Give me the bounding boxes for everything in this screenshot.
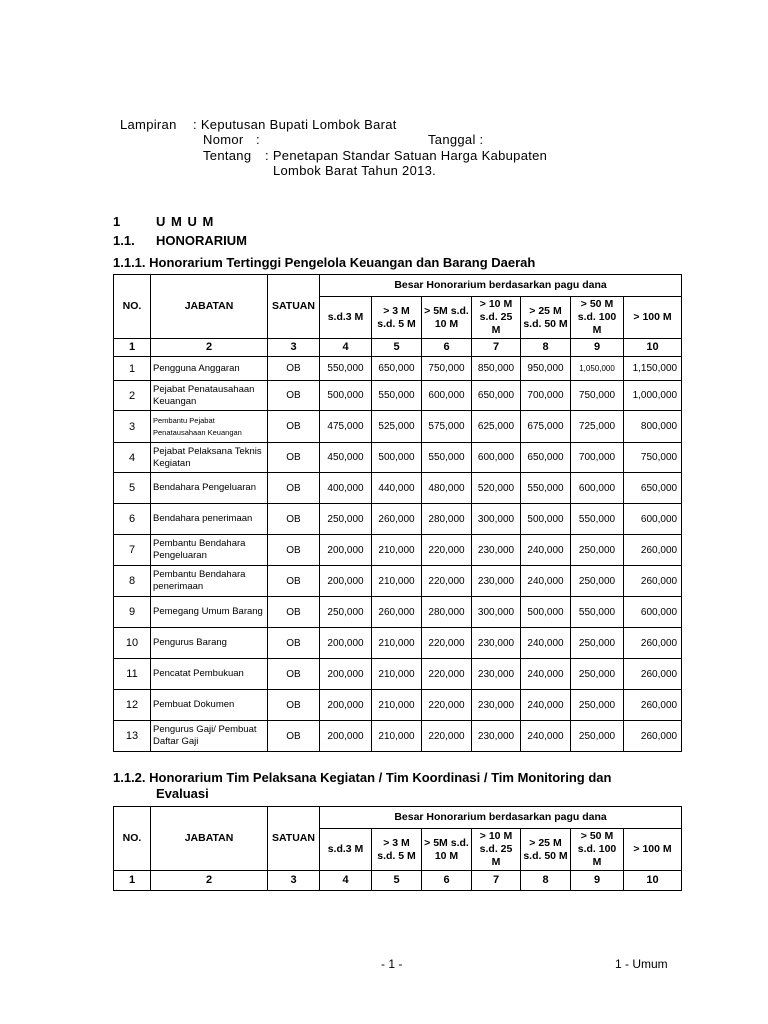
row-number: 8 [114, 566, 151, 597]
row-number: 6 [114, 504, 151, 535]
row-value: 475,000 [320, 411, 372, 443]
row-value: 450,000 [320, 443, 372, 473]
table-row [114, 566, 682, 597]
row-value: 200,000 [320, 535, 372, 566]
header-col-3-5m: > 3 M s.d. 5 M [372, 297, 422, 339]
row-value: 240,000 [521, 566, 571, 597]
table-row [114, 381, 682, 411]
row-value: 600,000 [624, 597, 682, 628]
column-index: 5 [372, 339, 422, 357]
row-value: 220,000 [422, 659, 472, 690]
row-value: 250,000 [571, 659, 624, 690]
row-value: 520,000 [472, 473, 521, 504]
header-satuan: SATUAN [268, 807, 320, 871]
row-value: 210,000 [372, 659, 422, 690]
header-col-25-50m: > 25 M s.d. 50 M [521, 297, 571, 339]
row-satuan: OB [268, 535, 320, 566]
row-value: 525,000 [372, 411, 422, 443]
column-index: 7 [472, 339, 521, 357]
column-index: 6 [422, 339, 472, 357]
row-value: 550,000 [571, 597, 624, 628]
header-col-100m: > 100 M [624, 297, 682, 339]
row-value: 600,000 [472, 443, 521, 473]
row-value: 600,000 [624, 504, 682, 535]
nomor-label: Nomor [203, 132, 244, 147]
column-index: 7 [472, 871, 521, 891]
lampiran-label: Lampiran [120, 117, 177, 132]
row-satuan: OB [268, 411, 320, 443]
row-value: 650,000 [521, 443, 571, 473]
row-value: 1,000,000 [624, 381, 682, 411]
row-value: 210,000 [372, 721, 422, 752]
row-value: 700,000 [571, 443, 624, 473]
row-jabatan: Pejabat Penatausahaan Keuangan [151, 381, 268, 411]
row-number: 10 [114, 628, 151, 659]
column-index: 4 [320, 339, 372, 357]
row-value: 550,000 [521, 473, 571, 504]
row-jabatan: Bendahara Pengeluaran [151, 473, 268, 504]
column-index: 10 [624, 339, 682, 357]
column-index: 6 [422, 871, 472, 891]
honorarium-table-2 [113, 806, 682, 891]
header-jabatan: JABATAN [151, 275, 268, 339]
row-satuan: OB [268, 566, 320, 597]
column-index: 2 [151, 871, 268, 891]
row-satuan: OB [268, 597, 320, 628]
row-satuan: OB [268, 381, 320, 411]
row-value: 600,000 [571, 473, 624, 504]
header-no: NO. [114, 807, 151, 871]
row-value: 210,000 [372, 690, 422, 721]
row-value: 210,000 [372, 628, 422, 659]
row-value: 200,000 [320, 690, 372, 721]
header-col-50-100m: > 50 M s.d. 100 M [571, 829, 624, 871]
row-value: 260,000 [624, 535, 682, 566]
column-index: 1 [114, 871, 151, 891]
row-value: 750,000 [422, 357, 472, 381]
row-value: 675,000 [521, 411, 571, 443]
row-value: 440,000 [372, 473, 422, 504]
row-value: 250,000 [571, 566, 624, 597]
row-number: 2 [114, 381, 151, 411]
row-value: 220,000 [422, 721, 472, 752]
column-index: 9 [571, 871, 624, 891]
row-value: 240,000 [521, 721, 571, 752]
row-value: 230,000 [472, 659, 521, 690]
row-number: 5 [114, 473, 151, 504]
table-row [114, 659, 682, 690]
tentang-label: Tentang [203, 148, 252, 163]
row-jabatan: Pembantu Pejabat Penatausahaan Keuangan [151, 411, 268, 443]
column-index: 2 [151, 339, 268, 357]
section-1-1-number: 1.1. [113, 233, 135, 248]
row-value: 220,000 [422, 535, 472, 566]
row-jabatan: Pemegang Umum Barang [151, 597, 268, 628]
row-jabatan: Pencatat Pembukuan [151, 659, 268, 690]
section-1-1-2-heading: 1.1.2. Honorarium Tim Pelaksana Kegiatan / Tim Koordinasi / Tim Monitoring dan [113, 770, 612, 785]
row-value: 625,000 [472, 411, 521, 443]
footer-section-label: 1 - Umum [615, 957, 668, 971]
row-value: 200,000 [320, 721, 372, 752]
row-satuan: OB [268, 443, 320, 473]
header-col-5-10m: > 5M s.d. 10 M [422, 297, 472, 339]
table-row [114, 504, 682, 535]
row-jabatan: Pembantu Bendahara penerimaan [151, 566, 268, 597]
row-value: 250,000 [320, 504, 372, 535]
row-value: 280,000 [422, 504, 472, 535]
row-jabatan: Pengurus Gaji/ Pembuat Daftar Gaji [151, 721, 268, 752]
row-value: 280,000 [422, 597, 472, 628]
section-1-1-2-heading-line2: Evaluasi [156, 786, 209, 801]
row-value: 250,000 [571, 628, 624, 659]
header-col-5-10m: > 5M s.d. 10 M [422, 829, 472, 871]
row-value: 200,000 [320, 566, 372, 597]
table-row [114, 721, 682, 752]
row-jabatan: Bendahara penerimaan [151, 504, 268, 535]
row-satuan: OB [268, 628, 320, 659]
column-index: 3 [268, 871, 320, 891]
row-value: 725,000 [571, 411, 624, 443]
row-value: 210,000 [372, 535, 422, 566]
row-value: 600,000 [422, 381, 472, 411]
row-value: 260,000 [624, 566, 682, 597]
header-col-3-5m: > 3 M s.d. 5 M [372, 829, 422, 871]
column-index: 8 [521, 871, 571, 891]
row-value: 1,150,000 [624, 357, 682, 381]
row-value: 300,000 [472, 504, 521, 535]
header-col-sd3m: s.d.3 M [320, 297, 372, 339]
row-satuan: OB [268, 721, 320, 752]
column-index: 1 [114, 339, 151, 357]
header-satuan: SATUAN [268, 275, 320, 339]
row-value: 550,000 [372, 381, 422, 411]
row-value: 260,000 [372, 504, 422, 535]
row-value: 575,000 [422, 411, 472, 443]
row-value: 500,000 [521, 504, 571, 535]
row-number: 1 [114, 357, 151, 381]
row-value: 500,000 [521, 597, 571, 628]
row-satuan: OB [268, 659, 320, 690]
table-row [114, 411, 682, 443]
row-value: 250,000 [320, 597, 372, 628]
row-value: 550,000 [571, 504, 624, 535]
row-number: 4 [114, 443, 151, 473]
row-value: 250,000 [571, 690, 624, 721]
section-1-1-title: HONORARIUM [156, 233, 247, 248]
row-value: 500,000 [372, 443, 422, 473]
row-value: 230,000 [472, 628, 521, 659]
table-row [114, 690, 682, 721]
lampiran-value: : Keputusan Bupati Lombok Barat [193, 117, 397, 132]
row-value: 240,000 [521, 659, 571, 690]
nomor-colon: : [256, 132, 260, 147]
row-number: 7 [114, 535, 151, 566]
column-index: 4 [320, 871, 372, 891]
tanggal-label: Tanggal : [428, 132, 484, 147]
row-satuan: OB [268, 690, 320, 721]
row-number: 12 [114, 690, 151, 721]
row-value: 650,000 [472, 381, 521, 411]
row-value: 650,000 [372, 357, 422, 381]
row-value: 480,000 [422, 473, 472, 504]
tentang-value-line2: Lombok Barat Tahun 2013. [273, 163, 437, 178]
row-value: 230,000 [472, 566, 521, 597]
header-group: Besar Honorarium berdasarkan pagu dana [320, 275, 682, 297]
row-number: 11 [114, 659, 151, 690]
row-satuan: OB [268, 473, 320, 504]
header-col-100m: > 100 M [624, 829, 682, 871]
row-value: 230,000 [472, 690, 521, 721]
row-value: 210,000 [372, 566, 422, 597]
row-value: 260,000 [624, 659, 682, 690]
row-value: 1,050,000 [571, 357, 624, 381]
header-jabatan: JABATAN [151, 807, 268, 871]
row-value: 260,000 [624, 628, 682, 659]
row-value: 240,000 [521, 628, 571, 659]
table-row [114, 535, 682, 566]
column-index: 10 [624, 871, 682, 891]
header-group: Besar Honorarium berdasarkan pagu dana [320, 807, 682, 829]
column-index-row [114, 871, 682, 891]
table-row [114, 473, 682, 504]
column-index: 5 [372, 871, 422, 891]
table-row [114, 443, 682, 473]
row-value: 550,000 [422, 443, 472, 473]
section-1-title: U M U M [156, 214, 215, 229]
row-jabatan: Pengurus Barang [151, 628, 268, 659]
header-col-50-100m: > 50 M s.d. 100 M [571, 297, 624, 339]
row-value: 750,000 [624, 443, 682, 473]
row-value: 800,000 [624, 411, 682, 443]
row-value: 220,000 [422, 628, 472, 659]
row-jabatan: Pengguna Anggaran [151, 357, 268, 381]
header-col-10-25m: > 10 M s.d. 25 M [472, 297, 521, 339]
row-value: 200,000 [320, 659, 372, 690]
row-value: 750,000 [571, 381, 624, 411]
table-row [114, 597, 682, 628]
header-no: NO. [114, 275, 151, 339]
row-value: 250,000 [571, 535, 624, 566]
row-value: 260,000 [624, 690, 682, 721]
row-value: 200,000 [320, 628, 372, 659]
row-number: 13 [114, 721, 151, 752]
row-value: 850,000 [472, 357, 521, 381]
row-value: 250,000 [571, 721, 624, 752]
row-value: 950,000 [521, 357, 571, 381]
table-row [114, 357, 682, 381]
row-satuan: OB [268, 504, 320, 535]
row-value: 550,000 [320, 357, 372, 381]
column-index-row [114, 339, 682, 357]
row-value: 240,000 [521, 690, 571, 721]
row-jabatan: Pejabat Pelaksana Teknis Kegiatan [151, 443, 268, 473]
page-number: - 1 - [381, 957, 403, 971]
column-index: 9 [571, 339, 624, 357]
row-value: 220,000 [422, 566, 472, 597]
row-value: 260,000 [624, 721, 682, 752]
header-col-25-50m: > 25 M s.d. 50 M [521, 829, 571, 871]
row-value: 260,000 [372, 597, 422, 628]
row-satuan: OB [268, 357, 320, 381]
header-col-sd3m: s.d.3 M [320, 829, 372, 871]
row-jabatan: Pembantu Bendahara Pengeluaran [151, 535, 268, 566]
row-jabatan: Pembuat Dokumen [151, 690, 268, 721]
row-value: 230,000 [472, 535, 521, 566]
section-1-1-1-heading: 1.1.1. Honorarium Tertinggi Pengelola Keuangan dan Barang Daerah [113, 255, 536, 270]
column-index: 3 [268, 339, 320, 357]
table-row [114, 628, 682, 659]
tentang-value: : Penetapan Standar Satuan Harga Kabupaten [265, 148, 548, 163]
column-index: 8 [521, 339, 571, 357]
row-value: 220,000 [422, 690, 472, 721]
section-1-number: 1 [113, 214, 121, 229]
row-number: 3 [114, 411, 151, 443]
honorarium-table-1 [113, 274, 682, 752]
row-value: 300,000 [472, 597, 521, 628]
row-value: 700,000 [521, 381, 571, 411]
header-col-10-25m: > 10 M s.d. 25 M [472, 829, 521, 871]
row-value: 500,000 [320, 381, 372, 411]
row-value: 240,000 [521, 535, 571, 566]
row-value: 400,000 [320, 473, 372, 504]
row-number: 9 [114, 597, 151, 628]
row-value: 230,000 [472, 721, 521, 752]
row-value: 650,000 [624, 473, 682, 504]
